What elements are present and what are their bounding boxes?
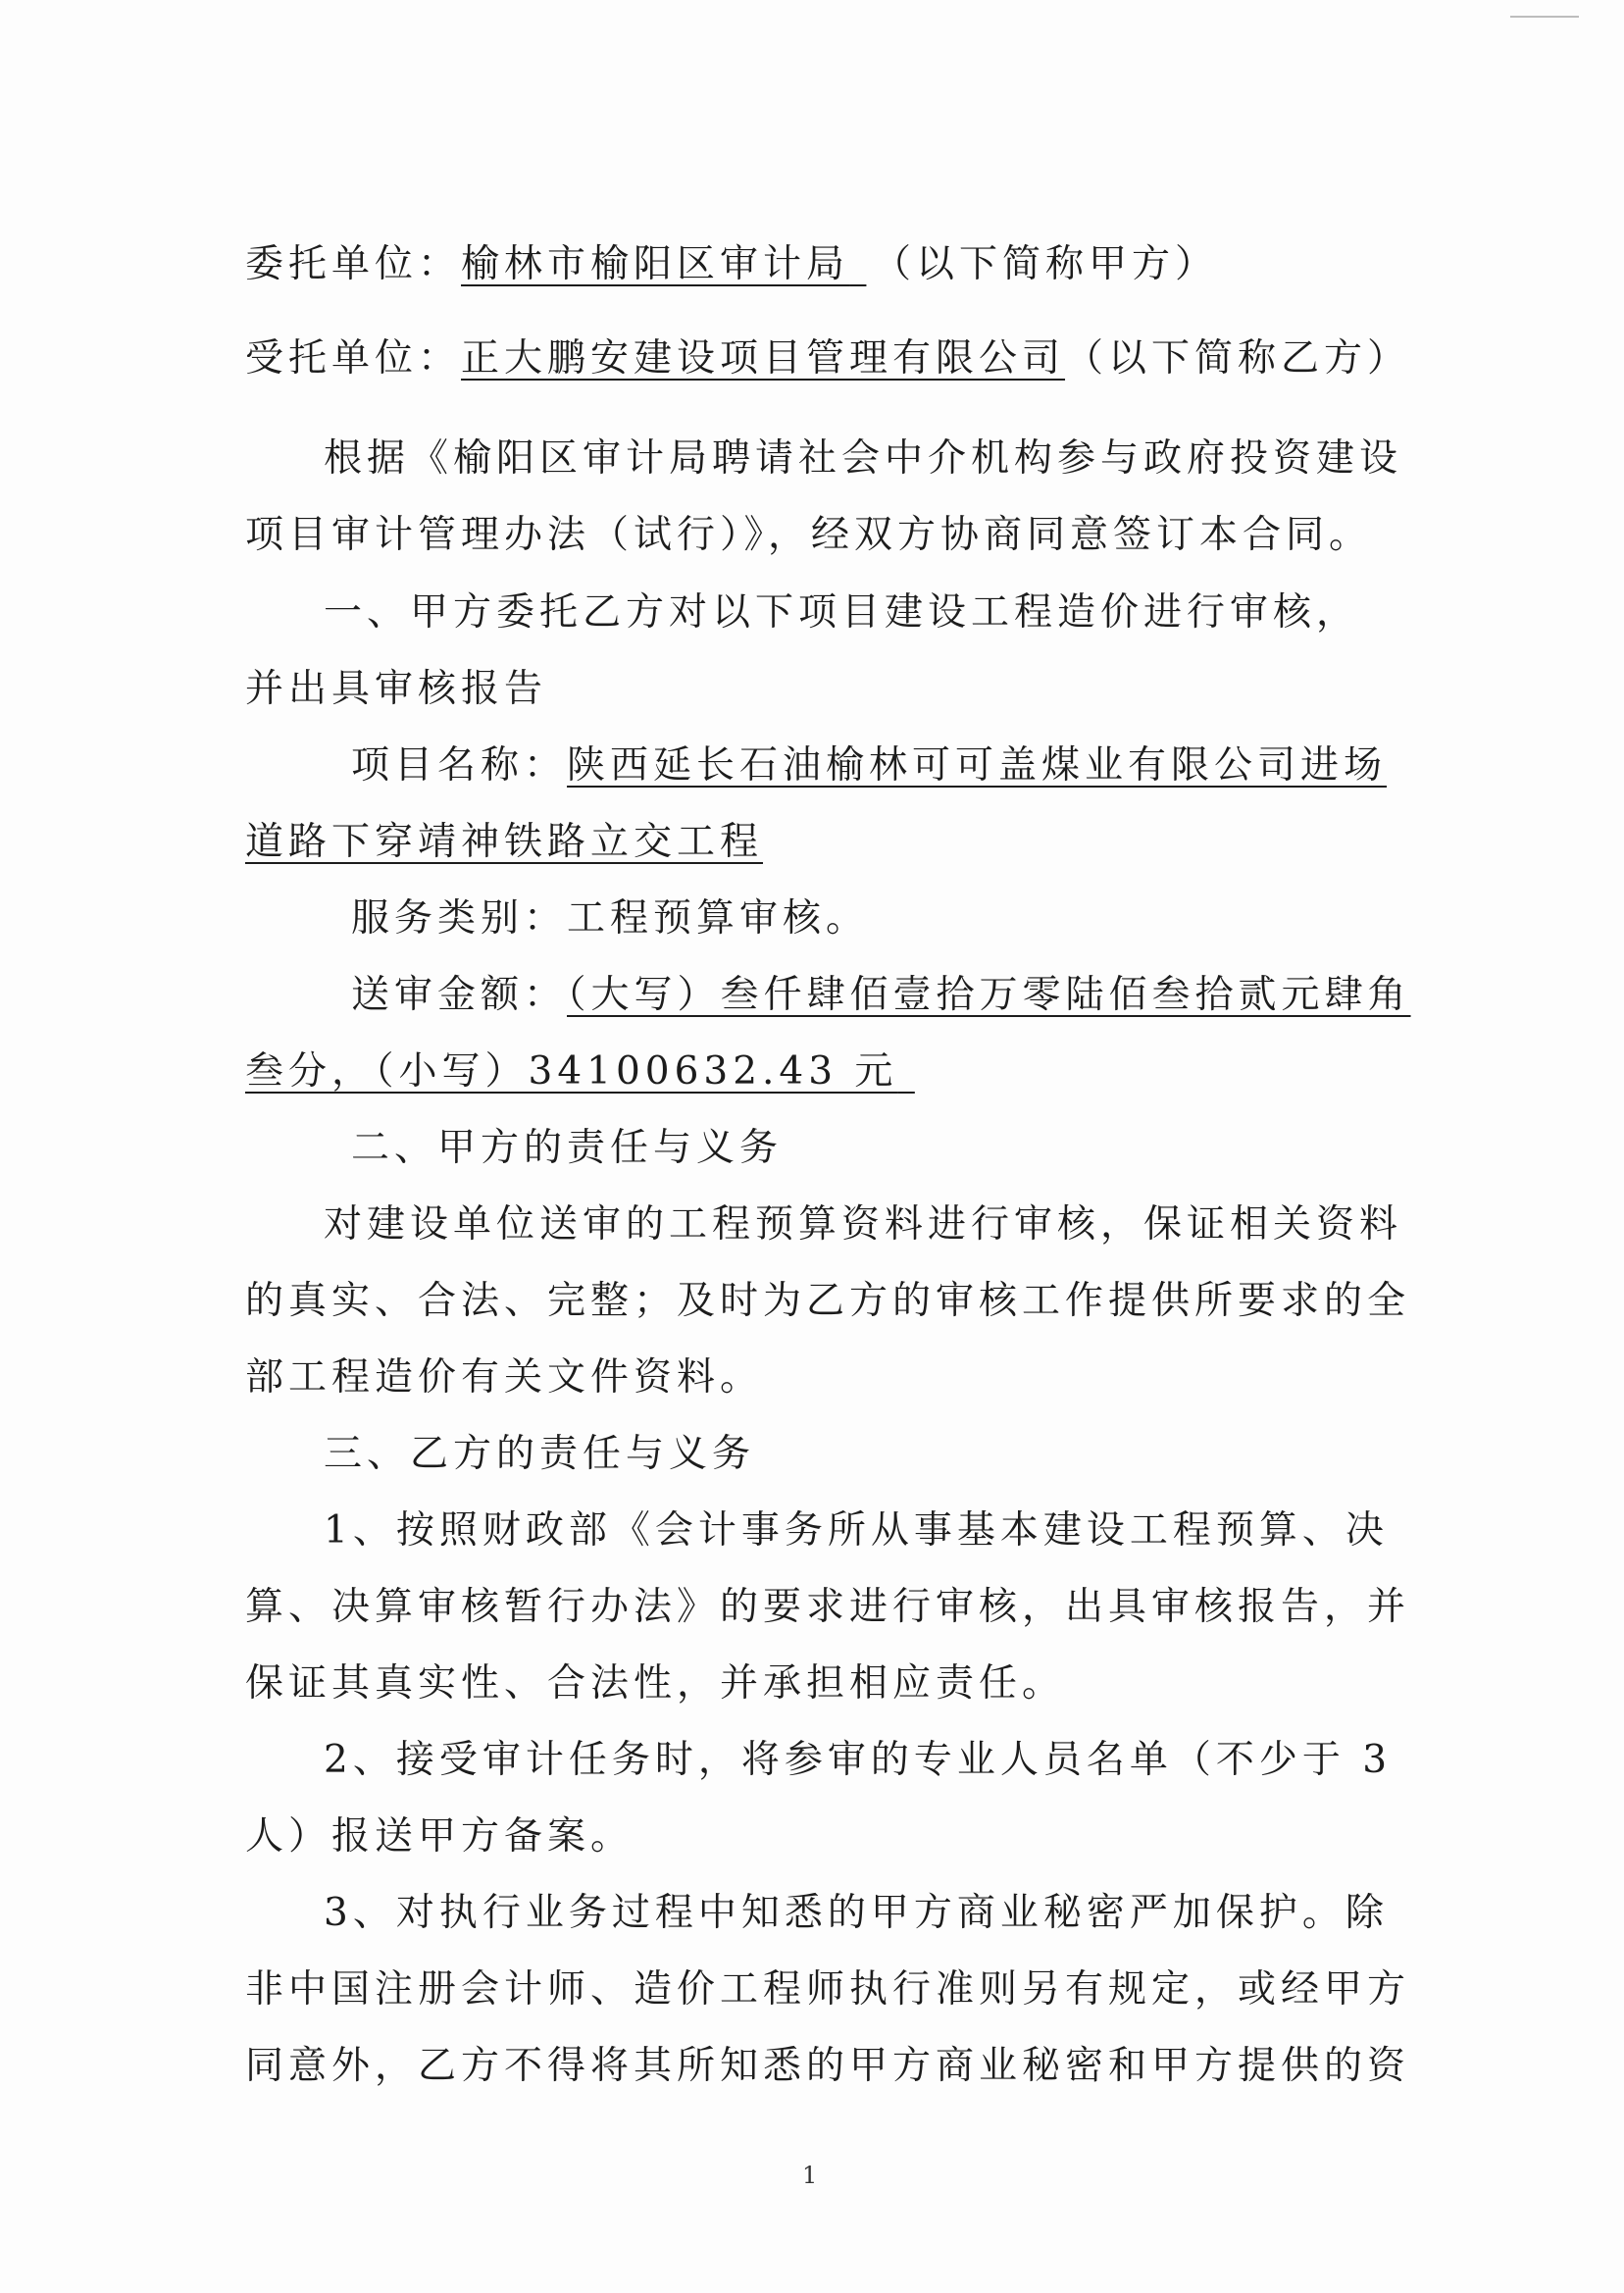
section2-heading: 二、甲方的责任与义务 — [351, 1126, 784, 1170]
section1-heading-line-1: 一、甲方委托乙方对以下项目建设工程造价进行审核， — [324, 590, 1360, 635]
client-line — [245, 243, 1218, 286]
client-underline-pad — [849, 243, 873, 286]
section3-item2-line-1: 2、接受审计任务时，将参审的专业人员名单（不少于 3 — [324, 1738, 1393, 1782]
section3-item1-line-1: 1、按照财政部《会计事务所从事基本建设工程预算、决 — [324, 1508, 1389, 1553]
client-label: 委托单位： — [245, 242, 462, 286]
section3-item1-line-2: 算、决算审核暂行办法》的要求进行审核，出具审核报告，并 — [245, 1585, 1411, 1629]
project-name-part-2: 道路下穿靖神铁路立交工程 — [245, 820, 764, 864]
scan-edge-mark — [1510, 16, 1579, 18]
section2-line-3: 部工程造价有关文件资料。 — [245, 1355, 764, 1400]
contractor-suffix: （以下简称乙方） — [1065, 336, 1411, 381]
client-suffix: （以下简称甲方） — [873, 242, 1219, 286]
section1-heading-line-2: 并出具审核报告 — [245, 667, 548, 711]
page-number: 1 — [802, 2162, 818, 2189]
section3-item2-line-2: 人）报送甲方备案。 — [245, 1814, 634, 1859]
section3-item3-line-2: 非中国注册会计师、造价工程师执行准则另有规定，或经甲方 — [245, 1967, 1411, 2012]
amount-part-1: （大写）叁仟肆佰壹拾万零陆佰叁拾贰元肆角 — [567, 973, 1411, 1017]
contractor-label: 受托单位： — [245, 336, 462, 381]
amount-part-2: 叁分，（小写）34100632.43 元 — [245, 1049, 898, 1094]
section3-heading: 三、乙方的责任与义务 — [324, 1432, 756, 1476]
service-label: 服务类别： — [351, 896, 568, 941]
project-name-line-1 — [351, 744, 1387, 788]
project-name-line-2 — [245, 821, 763, 864]
contractor-line — [245, 337, 1410, 381]
section3-item1-line-3: 保证其真实性、合法性，并承担相应责任。 — [245, 1661, 1066, 1706]
service-value: 工程预算审核。 — [567, 896, 870, 941]
amount-label: 送审金额： — [351, 973, 568, 1017]
amount-line-1 — [351, 974, 1411, 1017]
contractor-name: 正大鹏安建设项目管理有限公司 — [461, 336, 1066, 381]
section3-item3-line-3: 同意外，乙方不得将其所知悉的甲方商业秘密和甲方提供的资 — [245, 2044, 1411, 2088]
section2-line-2: 的真实、合法、完整；及时为乙方的审核工作提供所要求的全 — [245, 1279, 1411, 1323]
client-name: 榆林市榆阳区审计局 — [461, 242, 850, 286]
intro-line-1: 根据《榆阳区审计局聘请社会中介机构参与政府投资建设 — [324, 436, 1403, 481]
amount-underline-pad — [897, 1050, 917, 1094]
amount-line-2 — [245, 1050, 917, 1094]
project-name-part-1: 陕西延长石油榆林可可盖煤业有限公司进场 — [567, 743, 1388, 788]
project-label: 项目名称： — [351, 743, 568, 788]
section3-item3-line-1: 3、对执行业务过程中知悉的甲方商业秘密严加保护。除 — [324, 1891, 1389, 1935]
service-line — [351, 897, 869, 941]
section2-line-1: 对建设单位送审的工程预算资料进行审核，保证相关资料 — [324, 1202, 1403, 1247]
intro-line-2: 项目审计管理办法（试行）》，经双方协商同意签订本合同。 — [245, 513, 1373, 557]
